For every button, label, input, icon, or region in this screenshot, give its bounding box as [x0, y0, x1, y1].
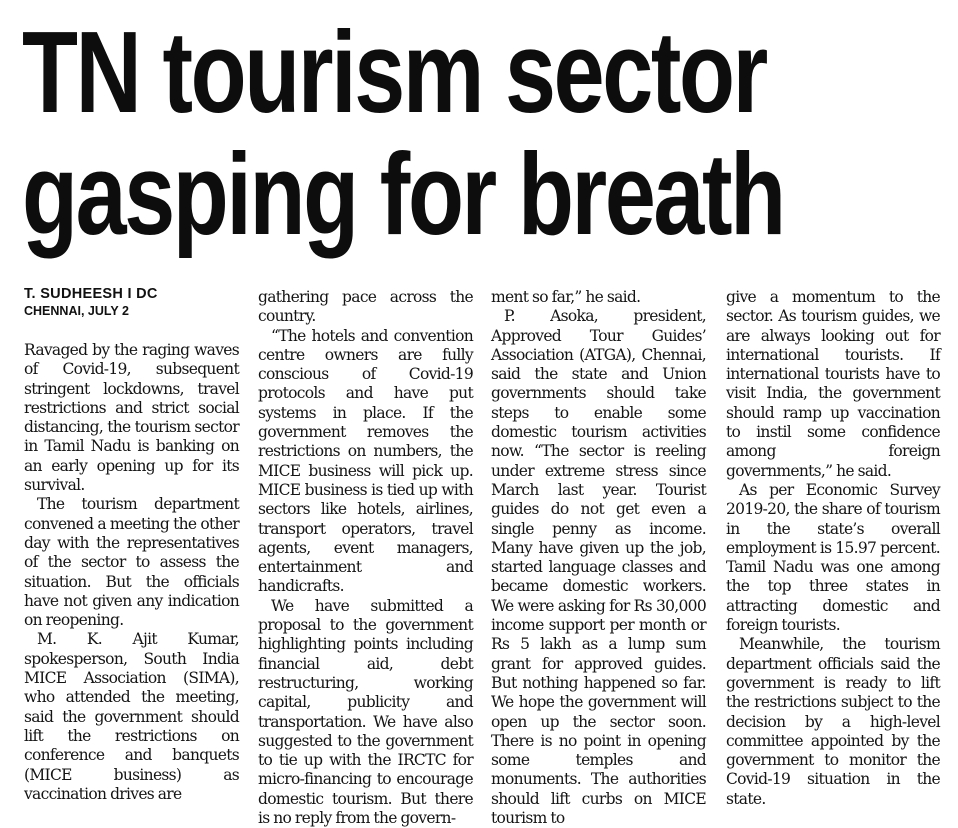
headline [22, 7, 942, 259]
paragraph: The tourism department convened a meeting the other day with the representatives of the sector to assess the situation. But the officials have not given any indication on reopening. [24, 495, 239, 630]
article-column-4 [726, 288, 940, 809]
article-body [0, 286, 958, 828]
paragraph: ment so far,” he said. [491, 288, 641, 306]
paragraph: As per Economic Survey 2019-20, the share of tourism in the state’s overall employment is 15.97 percent. Tamil Nadu was one among the top three states in attracting domestic and foreign tourists. [726, 480, 940, 635]
paragraph: We have submitted a proposal to the government highlighting points including financial aid, debt restructuring, working capital, publicity and transportation. We have also suggested to the government to tie up with the IRCTC for micro-financing to encourage domestic tourism. But there is no reply from the govern- [258, 596, 473, 828]
paragraph: give a momentum to the sector. As tourism guides, we are always looking out for international tourists. If international tourists have to visit India, the government should ramp up vaccination to instil some confidence among foreign governments,” he said. [726, 288, 940, 480]
article-column-3 [491, 288, 706, 828]
paragraph: Meanwhile, the tourism department officials said the government is ready to lift the restrictions subject to the decision by a high-level committee appointed by the government to monitor the Covid-19 situation in the state. [726, 635, 940, 808]
dateline: CHENNAI, JULY 2 [24, 304, 129, 318]
byline-author: T. SUDHEESH I DC [24, 286, 158, 302]
paragraph: M. K. Ajit Kumar, spokesperson, South India MICE Association (SIMA), who attended the meeting, said the government should lift the restrictions on conference and banquets (MICE business) as vaccination drives are [24, 630, 239, 803]
article-column-1 [24, 341, 239, 804]
headline-line-2: gasping for breath [22, 129, 784, 259]
headline-line-1: TN tourism sector [22, 7, 766, 137]
paragraph: P. Asoka, president, Approved Tour Guides’ Association (ATGA), Chennai, said the state and Union governments should take steps to enable some domestic tourism activities now. “The sector is reeling under extreme stress since March last year. Tourist guides do not get even a single penny as income. Many have given up the job, started language classes and became domestic workers. We were asking for Rs 30,000 income support per month or Rs 5 lakh as a lump sum grant for approved guides. But nothing happened so far. We hope the government will open up the sector soon. There is no point in opening some temples and monuments. The authorities should lift curbs on MICE tourism to [491, 307, 706, 828]
paragraph: “The hotels and convention centre owners are fully conscious of Covid-19 protocols and have put systems in place. If the government removes the restrictions on numbers, the MICE business will pick up. MICE business is tied up with sectors like hotels, airlines, transport operators, travel agents, event managers, entertainment and handicrafts. [258, 326, 473, 596]
article-column-2 [258, 288, 473, 828]
paragraph: Ravaged by the raging waves of Covid-19, subsequent stringent lockdowns, travel restrictions and strict social distancing, the tourism sector in Tamil Nadu is banking on an early opening up for its survival. [24, 341, 239, 495]
paragraph: gathering pace across the country. [258, 288, 473, 326]
